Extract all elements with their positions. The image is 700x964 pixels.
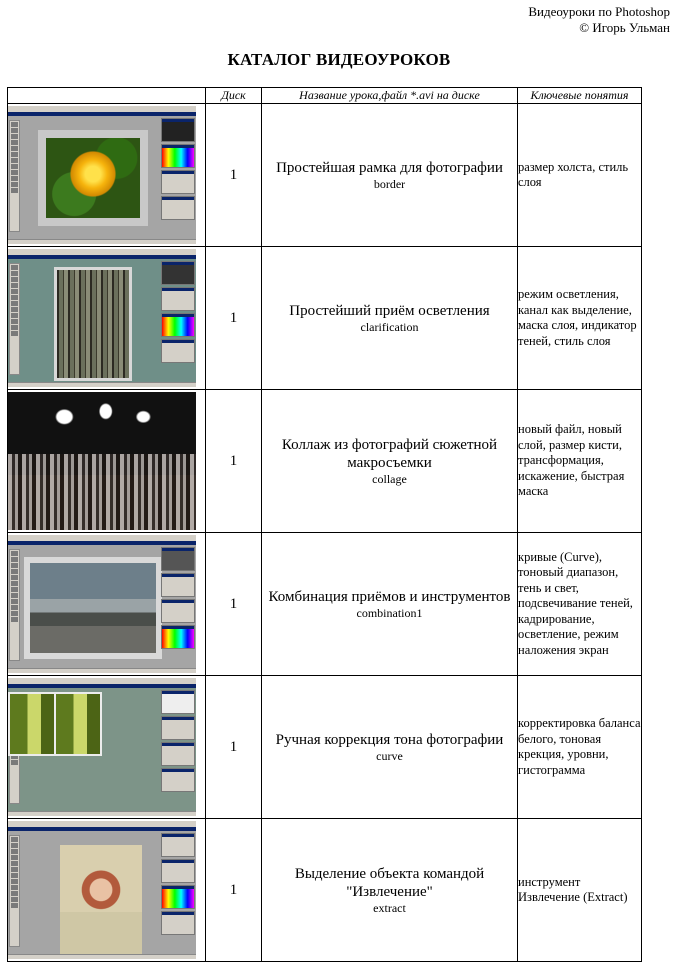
header-series: Видеоуроки по Photoshop xyxy=(528,4,670,19)
lesson-thumbnail-cell xyxy=(8,819,206,962)
lesson-keywords: корректировка баланса белого, тоновая крекция, уровни, гистограмма xyxy=(518,676,642,819)
table-row xyxy=(8,247,642,390)
column-header-title: Название урока,файл *.avi на диске xyxy=(262,88,518,104)
disc-number: 1 xyxy=(206,819,262,962)
table-header-row xyxy=(8,88,642,104)
lesson-file-name: border xyxy=(373,176,406,191)
disc-number: 1 xyxy=(206,247,262,390)
lesson-title: Комбинация приёмов и инструментов xyxy=(268,588,511,605)
lesson-title: Простейший приём осветления xyxy=(289,302,490,319)
disc-number: 1 xyxy=(206,390,262,533)
lesson-file-name: clarification xyxy=(360,319,419,334)
lesson-title: Ручная коррекция тона фотографии xyxy=(275,731,504,748)
header-author: © Игорь Ульман xyxy=(579,20,670,35)
lesson-file-name: collage xyxy=(372,471,407,486)
table-row xyxy=(8,104,642,247)
lesson-screenshot-curve xyxy=(8,678,196,816)
lesson-title: Выделение объекта командой "Извлечение" xyxy=(294,865,485,900)
lesson-thumbnail-cell xyxy=(8,533,206,676)
lesson-catalog-table xyxy=(7,87,642,962)
lesson-thumbnail-cell xyxy=(8,390,206,533)
lesson-title-cell xyxy=(262,104,518,247)
column-header-keywords: Ключевые понятия xyxy=(518,88,642,104)
lesson-screenshot-extract xyxy=(8,821,196,959)
lesson-keywords: кривые (Curve), тоновый диапазон, тень и свет, подсвечивание теней, кадрирование, осветление, режим наложения экран xyxy=(518,533,642,676)
lesson-title: Простейшая рамка для фотографии xyxy=(276,159,503,176)
disc-number: 1 xyxy=(206,104,262,247)
lesson-thumbnail-cell xyxy=(8,247,206,390)
lesson-keywords: режим осветления, канал как выделение, маска слоя, индикатор теней, стиль слоя xyxy=(518,247,642,390)
lesson-title-cell xyxy=(262,390,518,533)
lesson-keywords: инструмент Извлечение (Extract) xyxy=(518,819,642,962)
table-row xyxy=(8,676,642,819)
document-header xyxy=(528,4,670,36)
lesson-title-cell xyxy=(262,819,518,962)
disc-number: 1 xyxy=(206,676,262,819)
lesson-title-cell xyxy=(262,676,518,819)
lesson-title: Коллаж из фотографий сюжетной макросъемки xyxy=(281,436,498,471)
lesson-screenshot-clarification xyxy=(8,249,196,387)
lesson-title-cell xyxy=(262,533,518,676)
lesson-keywords: новый файл, новый слой, размер кисти, трансформация, искажение, быстрая маска xyxy=(518,390,642,533)
lesson-screenshot-border xyxy=(8,106,196,244)
lesson-file-name: curve xyxy=(376,748,403,763)
table-row xyxy=(8,533,642,676)
lesson-screenshot-combination xyxy=(8,535,196,673)
table-row xyxy=(8,390,642,533)
page-title: КАТАЛОГ ВИДЕОУРОКОВ xyxy=(227,50,451,69)
column-header-disc: Диск xyxy=(206,88,262,104)
lesson-file-name: extract xyxy=(373,900,406,915)
lesson-screenshot-collage xyxy=(8,392,196,530)
table-row xyxy=(8,819,642,962)
lesson-thumbnail-cell xyxy=(8,104,206,247)
disc-number: 1 xyxy=(206,533,262,676)
column-header-thumbnail xyxy=(8,88,206,104)
lesson-keywords: размер холста, стиль слоя xyxy=(518,104,642,247)
lesson-title-cell xyxy=(262,247,518,390)
lesson-file-name: combination1 xyxy=(356,605,423,620)
lesson-thumbnail-cell xyxy=(8,676,206,819)
